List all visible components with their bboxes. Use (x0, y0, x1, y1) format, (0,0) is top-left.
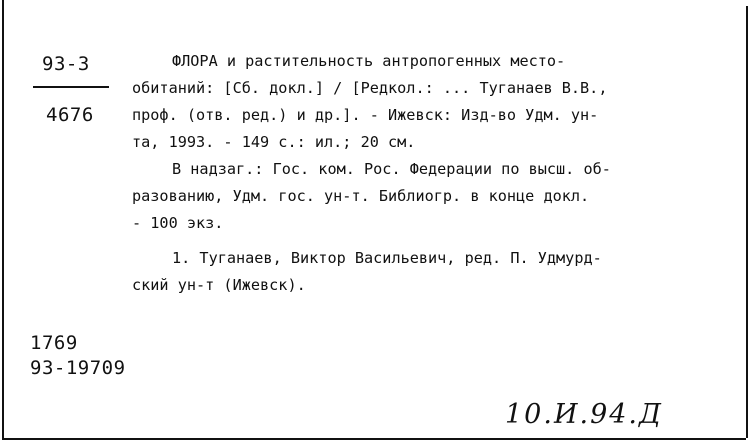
call-number-bottom: 4676 (46, 104, 94, 126)
card-left-edge (2, 0, 4, 440)
description-line: проф. (отв. ред.) и др.]. - Ижевск: Изд-во Удм. ун- (132, 106, 599, 124)
accession-number-2: 93-19709 (30, 357, 126, 379)
call-number-divider (33, 86, 109, 88)
note-line: разованию, Удм. гос. ун-т. Библиогр. в конце докл. (132, 187, 590, 205)
handwritten-date (505, 395, 685, 435)
accession-number-1: 1769 (30, 332, 78, 354)
description-line: обитаний: [Сб. докл.] / [Редкол.: ... Туганаев В.В., (132, 79, 608, 97)
tracing-line: 1. Туганаев, Виктор Васильевич, ред. П. Удмурд- (172, 249, 602, 267)
card-bottom-edge (2, 438, 746, 440)
description-line: та, 1993. - 149 с.: ил.; 20 см. (132, 133, 416, 151)
call-number-top: 93-3 (42, 53, 90, 75)
section-gap (132, 237, 728, 245)
handwritten-date-text: 10.И.94.Д (505, 399, 663, 430)
note-line: - 100 экз. (132, 214, 224, 232)
tracing-line: ский ун-т (Ижевск). (132, 276, 306, 294)
card-right-edge (746, 6, 748, 438)
description-line: ФЛОРА и растительность антропогенных место- (172, 52, 566, 70)
note-line: В надзаг.: Гос. ком. Рос. Федерации по высш. об- (172, 160, 611, 178)
bibliographic-description (132, 48, 728, 299)
